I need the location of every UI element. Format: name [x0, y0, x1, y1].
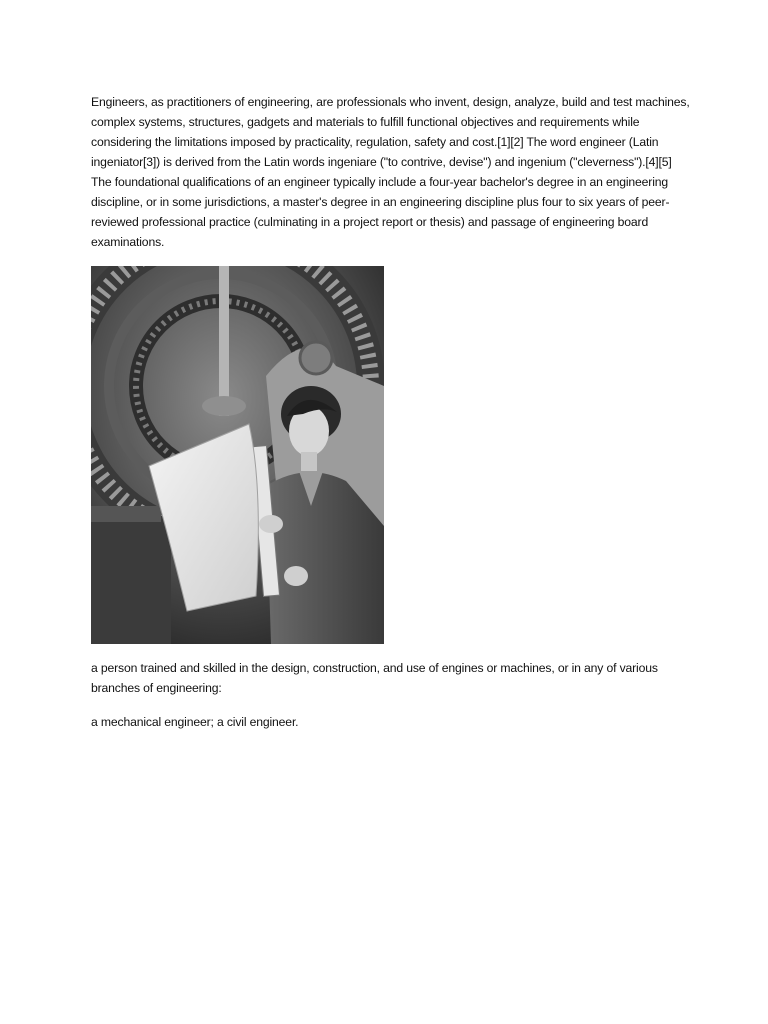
- intro-paragraph: Engineers, as practitioners of engineering, are professionals who invent, design, analyze, build and test machines, complex systems, structures, gadgets and materials to fulfill functional objectives and requirements while considering the limitations imposed by practicality, regulation, safety and cost.[1][2] The word engineer (Latin ingeniator[3]) is derived from the Latin words ingeniare ("to contrive, devise") and ingenium ("cleverness").[4][5] The foundational qualifications of an engineer typically include a four-year bachelor's degree in an engineering discipline, or in some jurisdictions, a master's degree in an engineering discipline plus four to six years of peer-reviewed professional practice (culminating in a project report or thesis) and passage of engineering board examinations.: [91, 95, 690, 249]
- engineer-photo: [91, 266, 384, 644]
- example-paragraph: a mechanical engineer; a civil engineer.: [91, 715, 299, 729]
- definition-paragraph: a person trained and skilled in the design, construction, and use of engines or machines, or in any of various branches of engineering:: [91, 661, 658, 695]
